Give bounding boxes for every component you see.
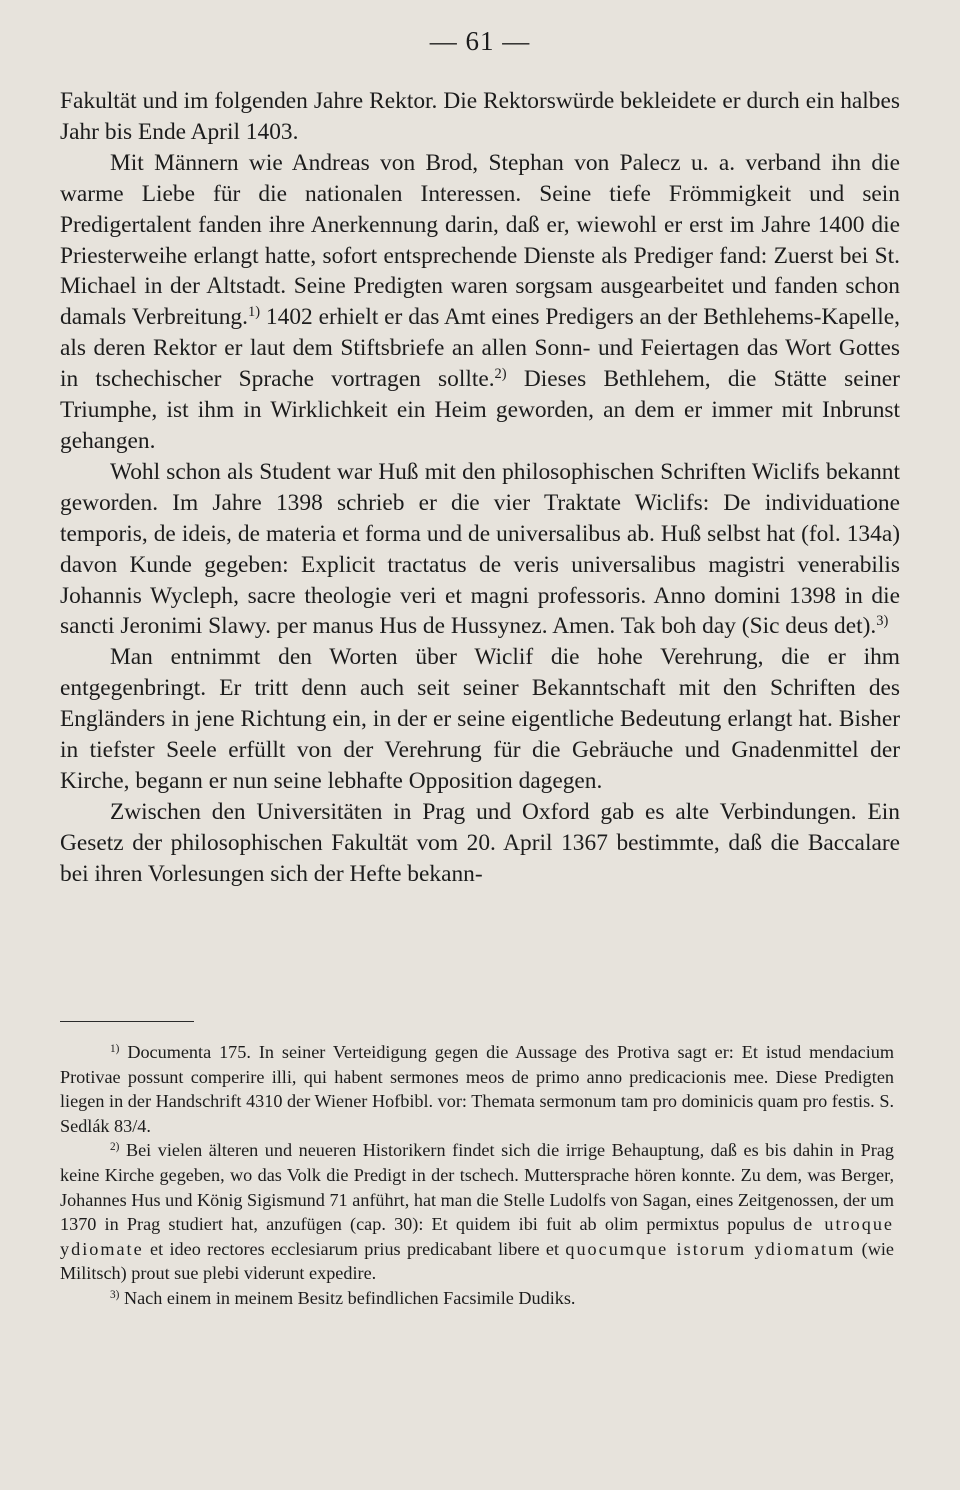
text-run: (wie Militsch) prout sue plebi viderunt expedire.: [60, 1238, 894, 1284]
text-run: Zwischen den Universitäten in Prag und Oxford gab es alte Verbindungen. Ein Gesetz der philosophischen Fakultät vom 20. April 1367 bestimmte, daß die Baccalare bei ihren Vorlesungen sich der Hefte bekann-: [60, 798, 900, 887]
footnote-divider: [60, 1021, 194, 1022]
spaced-text: quocumque istorum ydiomatum: [565, 1238, 856, 1259]
text-run: Bei vielen älteren und neueren Historikern findet sich die irrige Behauptung, daß es bis dahin in Prag keine Kirche gegeben, wo das Volk die Predigt in der tschech. Muttersprache hören konnte. Zu dem, was Berger, Johannes Hus und König Sigismund 71 anführt, hat man die Stelle Ludolfs von Sagan, eines Zeitgenossen, der um 1370 in Prag studiert hat, anzufügen (cap. 30): Et quidem ibi fuit ab olim permixtus populus: [60, 1140, 894, 1235]
text-run: 1402 erhielt er das Amt eines Predigers an der Bethlehems-Kapelle, als deren Rektor er laut dem Stiftsbriefe an allen Sonn- und Feiertagen das Wort Gottes in tschechischer Sprache vortragen sollte.: [60, 304, 900, 393]
paragraph: [60, 148, 900, 457]
page-number: — 61 —: [429, 26, 531, 56]
text-run: Mit Männern wie Andreas von Brod, Stephan von Palecz u. a. verband ihn die warme Liebe für die nationalen Interessen. Seine tiefe Frömmigkeit und sein Predigertalent fanden ihre Anerkennung darin, daß er, wiewohl er erst im Jahre 1400 die Priesterweihe erlangt hatte, sofort entsprechende Dienste als Prediger fand: Zuerst bei St. Michael in der Altstadt. Seine Predigten waren sorgsam ausgearbeitet und fanden schon damals Verbreitung.: [60, 149, 900, 331]
footnote-marker: 2): [494, 366, 507, 383]
text-run: Man entnimmt den Worten über Wiclif die hohe Verehrung, die er ihm entgegenbringt. Er tritt denn auch seit seiner Bekanntschaft mit den Schriften des Engländers in jene Richtung ein, in der er seine eigentliche Bedeutung erlangt hat. Bisher in tiefster Seele erfüllt von der Verehrung für die Gebräuche und Gnadenmittel der Kirche, begann er nun seine lebhafte Opposition dagegen.: [60, 644, 900, 794]
paragraph: [60, 642, 900, 797]
text-run: Documenta 175. In seiner Verteidigung gegen die Aussage des Protiva sagt er: Et istud mendacium Protivae possunt comperire illi, qui habent sermones meos de primo anno predicacionis mee. Diese Predigten liegen in der Handschrift 4310 der Wiener Hofbibl. vor: Themata sermonum tam pro dominicis quam pro festis. S. Sedlák 83/4.: [60, 1042, 894, 1136]
text-run: Wohl schon als Student war Huß mit den philosophischen Schriften Wiclifs bekannt geworden. Im Jahre 1398 schrieb er die vier Traktate Wiclifs: De individuatione temporis, de ideis, de materia et forma und de universalibus ab. Huß selbst hat (fol. 134a) davon Kunde gegeben: Explicit tractatus de veris universalibus magistri venerabilis Johannis Wycleph, sacre theologie veri et magni professoris. Anno domini 1398 in die sancti Jeronimi Slawy. per manus Hus de Hussynez. Amen. Tak boh day (Sic deus det).: [60, 458, 900, 640]
text-run: Nach einem in meinem Besitz befindlichen Facsimile Dudiks.: [119, 1287, 576, 1308]
text-run: Dieses Bethlehem, die Stätte seiner Triumphe, ist ihm in Wirklichkeit ein Heim geworden, an dem er immer mit Inbrunst gehangen.: [60, 366, 900, 454]
footnote: [60, 1138, 894, 1286]
spaced-text: de utroque ydiomate: [60, 1214, 894, 1259]
paragraph: [60, 457, 900, 642]
footnote-marker: 1): [110, 1042, 120, 1055]
body-text: [60, 86, 900, 890]
footnote-marker: 1): [247, 304, 261, 321]
footnote-marker: 3): [110, 1288, 120, 1301]
text-run: et ideo rectores ecclesiarum prius predicabant libere et: [143, 1238, 566, 1259]
footnote-marker: 3): [876, 613, 889, 630]
footnote: [60, 1286, 894, 1311]
text-run: Fakultät und im folgenden Jahre Rektor. Die Rektorswürde bekleidete er durch ein halbes Jahr bis Ende April 1403.: [60, 88, 900, 145]
paragraph: [60, 797, 900, 890]
footnotes: [60, 1040, 894, 1311]
footnote: [60, 1040, 894, 1138]
paragraph: [60, 86, 900, 148]
footnote-marker: 2): [110, 1141, 120, 1154]
